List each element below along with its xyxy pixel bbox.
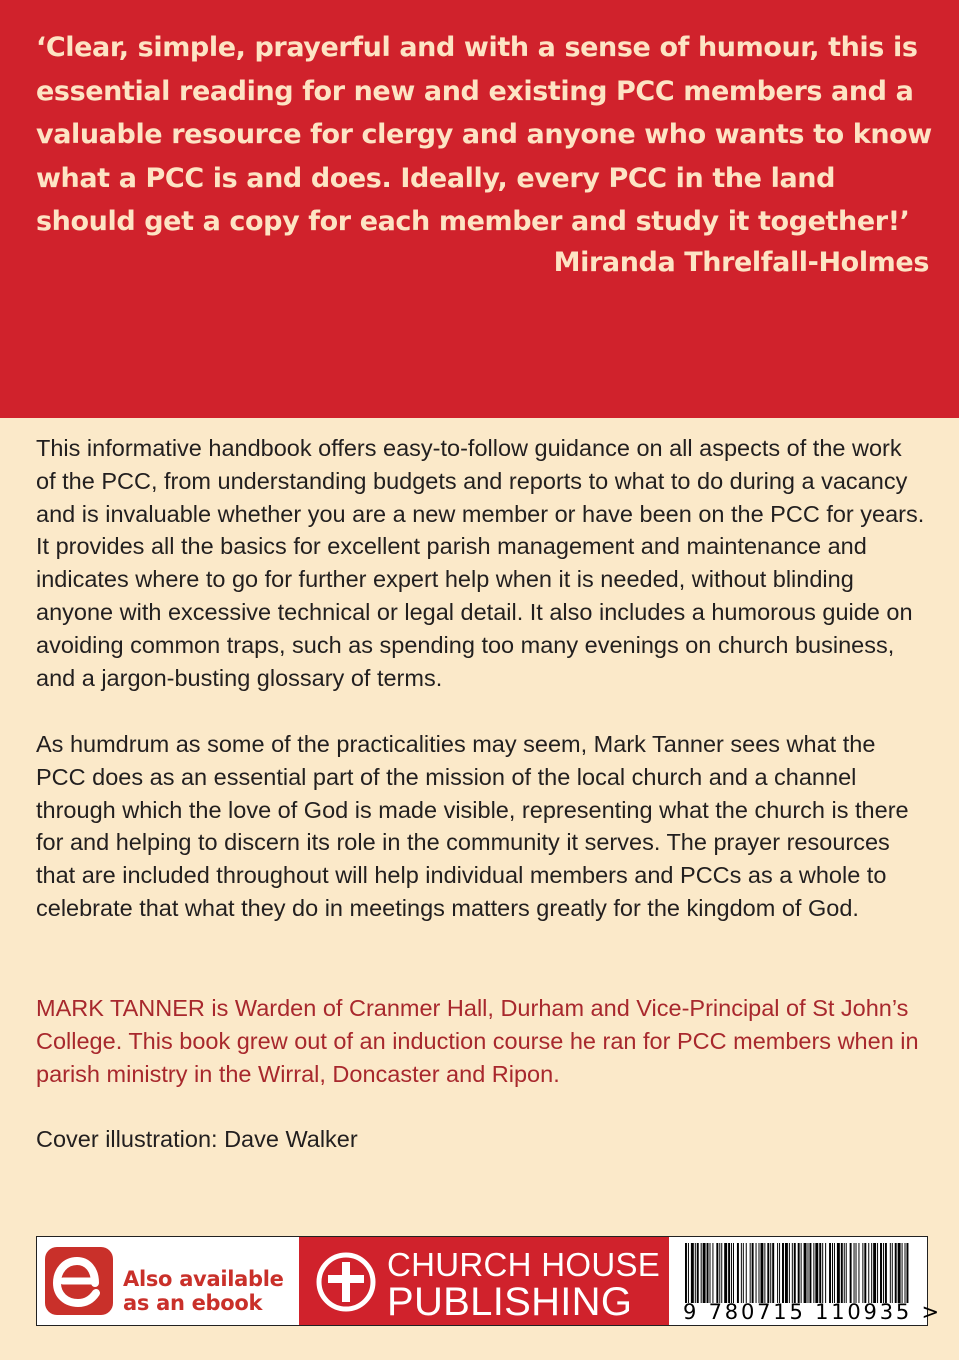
barcode-bar xyxy=(804,1243,807,1303)
barcode-bar xyxy=(731,1243,732,1303)
barcode-bar xyxy=(752,1243,754,1303)
barcode-bar xyxy=(819,1243,821,1303)
barcode-bar xyxy=(858,1243,859,1303)
quote-band xyxy=(0,0,959,418)
barcode-bar xyxy=(815,1243,818,1303)
publisher-name-line-1: CHURCH HOUSE xyxy=(387,1246,661,1283)
barcode-bar xyxy=(844,1243,845,1303)
barcode-bar xyxy=(710,1243,711,1303)
barcode-bar xyxy=(777,1243,778,1303)
barcode-bar xyxy=(750,1243,751,1303)
barcode-bar xyxy=(883,1243,884,1303)
publisher-logo xyxy=(299,1237,669,1325)
barcode-bar xyxy=(885,1243,887,1303)
barcode-bar xyxy=(746,1243,747,1303)
barcode-bar xyxy=(854,1243,855,1303)
barcode-bar xyxy=(770,1243,771,1303)
barcode-bar xyxy=(767,1243,769,1303)
ebook-label-line-2: as an ebook xyxy=(123,1291,263,1315)
author-bio: MARK TANNER is Warden of Cranmer Hall, Durham and Vice-Principal of St John’s College. This book grew out of an induction course he ran for PCC members when in parish ministry in the Wirral, Doncaster and Ripon. xyxy=(36,995,919,1087)
ebook-e-icon xyxy=(45,1247,113,1315)
barcode-bar xyxy=(712,1243,713,1303)
barcode-bar xyxy=(691,1243,694,1303)
barcode-bar xyxy=(719,1243,720,1303)
barcode-bar xyxy=(801,1243,802,1303)
barcode-bar xyxy=(695,1243,696,1303)
barcode-bar xyxy=(785,1243,788,1303)
barcode-bar xyxy=(837,1243,840,1303)
barcode-bar xyxy=(688,1243,689,1303)
barcode-bar xyxy=(825,1243,826,1303)
barcode-bar xyxy=(707,1243,709,1303)
barcode-bar xyxy=(716,1243,718,1303)
barcode-bar xyxy=(832,1243,833,1303)
footer-bar xyxy=(36,1236,942,1326)
barcode-bar xyxy=(764,1243,765,1303)
barcode-bar xyxy=(779,1243,780,1303)
barcode-bar xyxy=(808,1243,809,1303)
barcode-bar xyxy=(846,1243,847,1303)
barcode-bar xyxy=(890,1243,891,1303)
barcode-bar xyxy=(829,1243,831,1303)
endorsement-quote: ‘Clear, simple, prayerful and with a sense of humour, this is essential reading for new and existing PCC members and a valuable resource for clergy and anyone who wants to know what a PCC is and does. Ideally, every PCC in the land should get a copy for each member and study it together!’ xyxy=(36,32,932,237)
barcode-bar xyxy=(834,1243,835,1303)
barcode-bar xyxy=(895,1243,897,1303)
barcode-bar xyxy=(898,1243,901,1303)
barcode-bar xyxy=(737,1243,739,1303)
barcode-bar xyxy=(743,1243,744,1303)
barcode-bar xyxy=(892,1243,893,1303)
barcode-bar xyxy=(759,1243,760,1303)
barcode-bar xyxy=(813,1243,814,1303)
barcode-bar xyxy=(756,1243,757,1303)
church-house-cross-icon xyxy=(315,1251,377,1313)
isbn-barcode-panel xyxy=(669,1237,942,1325)
barcode-bar xyxy=(873,1243,876,1303)
barcode-bar xyxy=(880,1243,882,1303)
barcode-bar xyxy=(724,1243,727,1303)
barcode-bar xyxy=(798,1243,800,1303)
barcode-bar xyxy=(877,1243,878,1303)
barcode-bar xyxy=(862,1243,863,1303)
ebook-badge xyxy=(37,1237,299,1325)
ebook-label xyxy=(123,1267,284,1315)
barcode-bar xyxy=(772,1243,774,1303)
barcode-bar xyxy=(864,1243,866,1303)
barcode-bar xyxy=(685,1243,687,1303)
barcode-bar xyxy=(792,1243,793,1303)
barcode-bar xyxy=(841,1243,843,1303)
barcode-bar xyxy=(733,1243,734,1303)
barcode-bar xyxy=(721,1243,722,1303)
barcode-bar xyxy=(697,1243,699,1303)
barcode-bar xyxy=(789,1243,790,1303)
ebook-label-line-1: Also available xyxy=(123,1267,284,1291)
barcode-bar xyxy=(701,1243,702,1303)
description-paragraph-1: This informative handbook offers easy-to-follow guidance on all aspects of the work of the PCC, from understanding budgets and reports to what to do during a vacancy and is invaluable whether you are a new member or have been on the PCC for years. It provides all the basics for excellent parish management and maintenance and indicates where to go for further expert help when it is needed, without blinding anyone with excessive technical or legal detail. It also includes a humorous guide on avoiding common traps, such as spending too many evenings on church business, and a jargon-busting glossary of terms. xyxy=(36,435,925,691)
quote-attribution: Miranda Threlfall-Holmes xyxy=(553,247,929,278)
barcode-bar xyxy=(760,1243,763,1303)
barcode-bar xyxy=(728,1243,730,1303)
publisher-name-line-2: PUBLISHING xyxy=(387,1280,633,1324)
barcode-bar xyxy=(850,1243,852,1303)
barcode-bar xyxy=(902,1243,903,1303)
barcode-bar xyxy=(871,1243,872,1303)
barcode-bar xyxy=(741,1243,742,1303)
isbn-barcode xyxy=(685,1243,921,1303)
description-paragraph-2: As humdrum as some of the practicalities may seem, Mark Tanner sees what the PCC does as an essential part of the mission of the local church and a channel through which the love of God is made visible, representing what the church is there for and helping to discern its role in the community it serves. The prayer resources that are included throughout will help individual members and PCCs as a whole to celebrate that what they do in meetings matters greatly for the kingdom of God. xyxy=(36,731,909,921)
barcode-bar xyxy=(809,1243,811,1303)
illustration-credit: Cover illustration: Dave Walker xyxy=(36,1126,358,1152)
barcode-bar xyxy=(782,1243,784,1303)
isbn-digits: 9 780715 110935 > xyxy=(683,1300,942,1324)
barcode-bar xyxy=(868,1243,869,1303)
barcode-bar xyxy=(703,1243,706,1303)
barcode-bar xyxy=(905,1243,906,1303)
barcode-bar xyxy=(906,1243,908,1303)
barcode-bar xyxy=(794,1243,796,1303)
barcode-bar xyxy=(856,1243,857,1303)
barcode-bar xyxy=(822,1243,823,1303)
